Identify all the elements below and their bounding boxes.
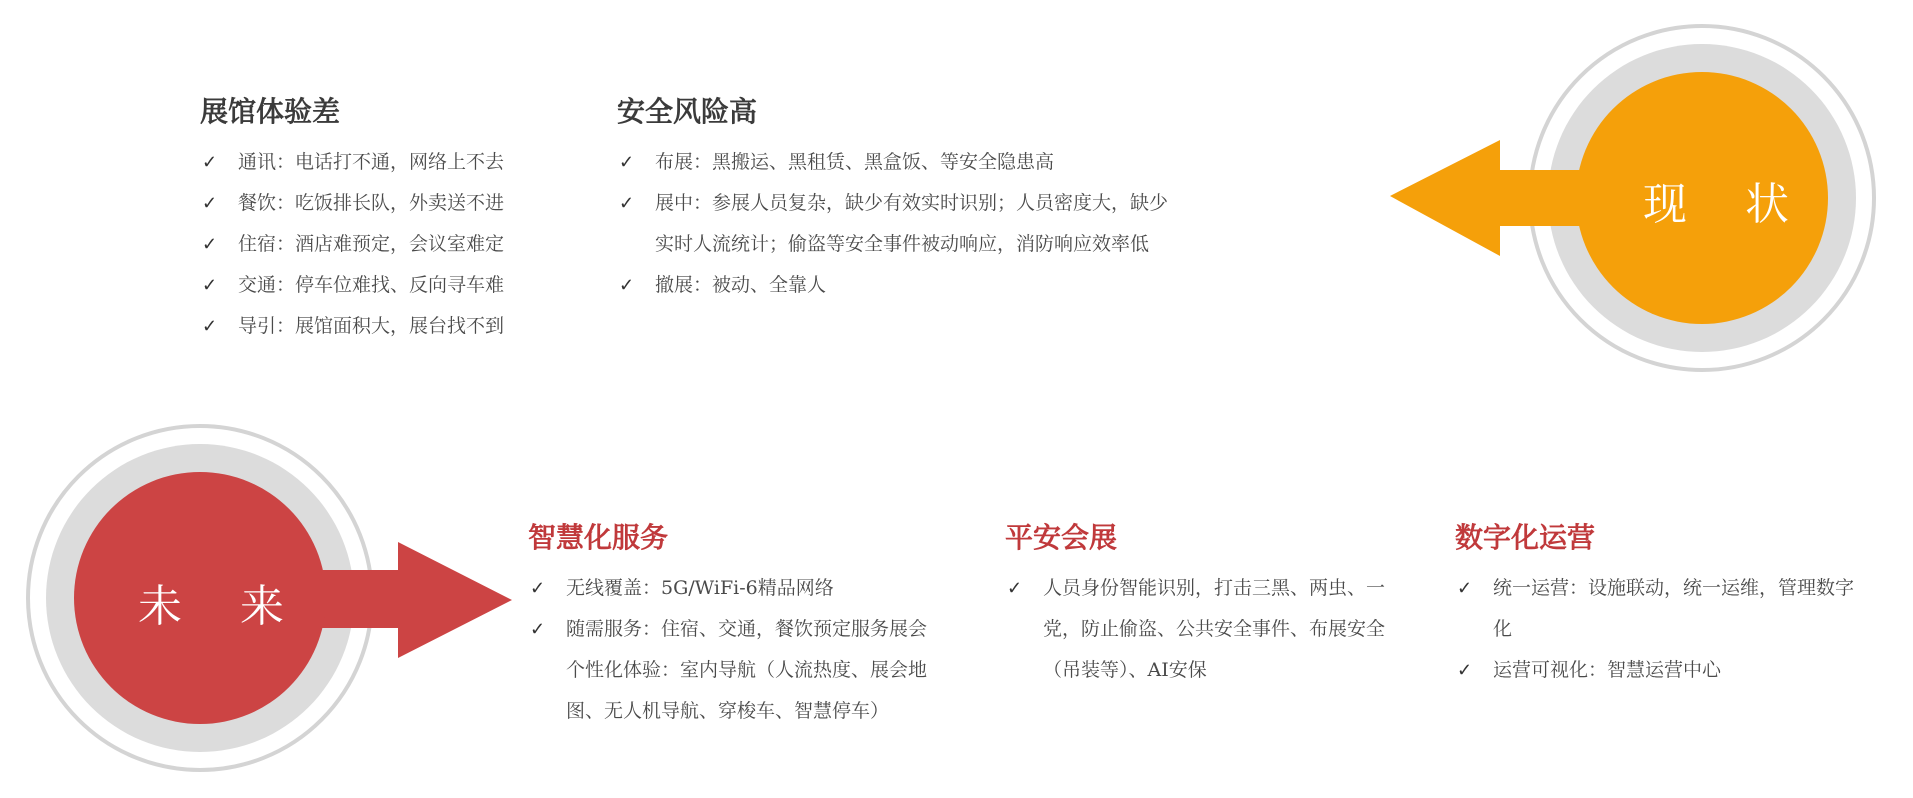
check-icon: ✓ [202,234,218,255]
check-icon: ✓ [202,316,218,337]
item-text: 布展：黑搬运、黑租赁、黑盒饭、等安全隐患高 [655,151,1055,173]
block-title: 平安会展 [1005,521,1118,554]
check-icon: ✓ [1457,578,1473,599]
block-title: 展馆体验差 [200,95,341,128]
check-icon: ✓ [1457,660,1473,681]
item-text: 人员身份智能识别，打击三黑、两虫、一党，防止偷盗、公共安全事件、布展安全（吊装等）、AI安保 [1043,577,1386,681]
list-item [1005,568,1415,691]
item-text: 撤展：被动、全靠人 [655,274,827,296]
future-block-safe-expo [1005,518,1415,691]
item-text: 运营可视化：智慧运营中心 [1493,659,1722,681]
check-icon: ✓ [530,578,546,599]
future-block-digital-ops [1455,518,1865,691]
item-text: 随需服务：住宿、交通，餐饮预定服务展会个性化体验：室内导航（人流热度、展会地图、无人机导航、穿梭车、智慧停车） [566,618,928,722]
check-icon: ✓ [202,152,218,173]
item-text: 导引：展馆面积大，展台找不到 [238,315,505,337]
item-text: 统一运营：设施联动，统一运维，管理数字化 [1493,577,1855,640]
item-list [1005,568,1415,691]
list-item [200,183,580,224]
item-list [617,142,1177,306]
item-text: 展中：参展人员复杂，缺少有效实时识别；人员密度大，缺少实时人流统计；偷盗等安全事件被动响应，消防响应效率低 [655,192,1169,255]
list-item [617,183,1177,265]
list-item [200,224,580,265]
check-icon: ✓ [202,275,218,296]
check-icon: ✓ [619,275,635,296]
list-item [617,265,1177,306]
check-icon: ✓ [530,619,546,640]
current-block-experience [200,92,580,347]
list-item [528,609,938,732]
block-title: 智慧化服务 [528,521,669,554]
check-icon: ✓ [202,193,218,214]
list-item [200,142,580,183]
check-icon: ✓ [619,193,635,214]
item-text: 无线覆盖：5G/WiFi-6精品网络 [566,577,834,599]
list-item [528,568,938,609]
item-text: 通讯：电话打不通，网络上不去 [238,151,505,173]
future-label: 未 来 [138,581,306,632]
list-item [617,142,1177,183]
current-label: 现 状 [1643,179,1811,230]
item-list [1455,568,1865,691]
list-item [1455,568,1865,650]
list-item [1455,650,1865,691]
item-text: 交通：停车位难找、反向寻车难 [238,274,505,296]
block-title: 安全风险高 [617,95,758,128]
check-icon: ✓ [1007,578,1023,599]
list-item [200,265,580,306]
check-icon: ✓ [619,152,635,173]
item-text: 住宿：酒店难预定，会议室难定 [238,233,505,255]
current-block-safety [617,92,1177,306]
item-list [200,142,580,347]
item-list [528,568,938,732]
list-item [200,306,580,347]
future-block-smart-service [528,518,938,732]
block-title: 数字化运营 [1455,521,1596,554]
item-text: 餐饮：吃饭排长队，外卖送不进 [238,192,505,214]
